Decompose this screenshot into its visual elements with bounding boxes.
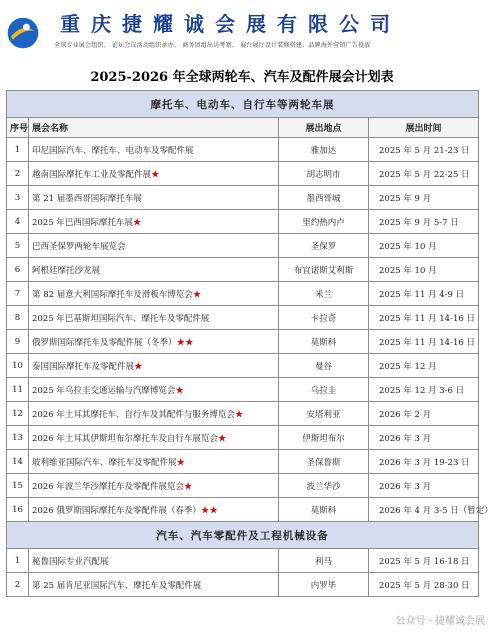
exhibition-location: 波兰华沙: [279, 474, 369, 498]
exhibition-name-cell: [29, 282, 279, 306]
exhibition-name: 泰国国际摩托车及零配件展: [32, 361, 135, 372]
exhibition-name: 越南国际摩托车工业及零配件展: [32, 169, 152, 180]
section-heading: 汽车、汽车零配件及工程机械设备: [7, 522, 479, 549]
exhibition-name-cell: [29, 450, 279, 474]
row-number: 8: [7, 306, 29, 330]
exhibition-name-cell: [29, 498, 279, 522]
table-row: [7, 549, 479, 573]
col-name-header: 展会名称: [29, 118, 279, 138]
exhibition-location: 内罗毕: [279, 573, 369, 597]
exhibition-name: 巴西圣保罗两轮车展览会: [32, 241, 126, 252]
company-header: [0, 0, 484, 58]
table-row: [7, 498, 479, 522]
exhibition-table: [6, 90, 493, 597]
row-number: 3: [7, 186, 29, 210]
exhibition-location: 里约热内卢: [279, 210, 369, 234]
exhibition-time: 2025 年 11 月 4-9 日: [369, 282, 479, 306]
row-number: 11: [7, 378, 29, 402]
exhibition-name: 2025 年乌拉圭交通运输与汽摩博览会: [32, 385, 176, 396]
watermark: 公众号 · 捷耀诚会展: [395, 616, 485, 627]
table-row: [7, 354, 479, 378]
star-rating-icon: ★: [176, 457, 186, 468]
exhibition-name-cell: [29, 402, 279, 426]
exhibition-name-cell: [29, 426, 279, 450]
exhibition-time: 2025 年 5 月 28-30 日: [369, 573, 479, 597]
exhibition-name-cell: [29, 138, 279, 162]
table-row: [7, 306, 479, 330]
exhibition-time: 2025 年 9 月 5-7 日: [369, 210, 479, 234]
exhibition-time: 2026 年 4 月 3-5 日（暂定）: [369, 498, 479, 522]
exhibition-time: 2025 年 10 月: [369, 258, 479, 282]
exhibition-location: 墨西哥城: [279, 186, 369, 210]
section-heading-row: [7, 91, 479, 118]
exhibition-location: 莫斯科: [279, 498, 369, 522]
exhibition-name-cell: [29, 378, 279, 402]
star-rating-icon: ★: [217, 433, 227, 444]
col-location-header: 展出地点: [279, 118, 369, 138]
exhibition-time: 2025 年 5 月 22-25 日: [369, 162, 479, 186]
column-header-row: [7, 118, 479, 138]
exhibition-time: 2026 年 2 月: [369, 402, 479, 426]
exhibition-location: 米兰: [279, 282, 369, 306]
table-row: [7, 378, 479, 402]
row-number: 13: [7, 426, 29, 450]
exhibition-time: 2025 年 12 月 3-6 日: [369, 378, 479, 402]
exhibition-name: 2025 年巴基斯坦国际汽车、摩托车及零配件展: [32, 313, 210, 324]
star-rating-icon: ★: [175, 385, 184, 396]
page-title: 2025-2026 年全球两轮车、汽车及配件展会计划表: [90, 70, 394, 85]
exhibition-name-cell: [29, 258, 279, 282]
exhibition-name: 俄罗斯国际摩托车及零配件展（冬季）: [32, 337, 177, 348]
row-number: 10: [7, 354, 29, 378]
exhibition-name-cell: [29, 210, 279, 234]
exhibition-location: 卡拉奇: [279, 306, 369, 330]
row-number: 7: [7, 282, 29, 306]
section-heading-row: [7, 522, 479, 549]
star-rating-icon: ★★: [200, 505, 218, 516]
exhibition-name: 2026 年波兰华沙摩托车及零配件展览会: [32, 481, 184, 492]
exhibition-location: 利马: [279, 549, 369, 573]
row-number: 2: [7, 573, 29, 597]
table-row: [7, 402, 479, 426]
star-rating-icon: ★: [234, 409, 244, 420]
exhibition-time: 2025 年 10 月: [369, 234, 479, 258]
row-number: 6: [7, 258, 29, 282]
row-number: 1: [7, 138, 29, 162]
exhibition-name: 秘鲁国际专业汽配展: [32, 556, 109, 567]
exhibition-name-cell: [29, 549, 279, 573]
exhibition-location: 圣保罗: [279, 234, 369, 258]
row-number: 14: [7, 450, 29, 474]
exhibition-name: 2026 年土耳其摩托车、自行车及其配件与服务博览会: [32, 409, 235, 420]
table-row: [7, 573, 479, 597]
row-number: 9: [7, 330, 29, 354]
company-logo-icon: [6, 16, 40, 50]
exhibition-name: 印尼国际汽车、摩托车、电动车及零配件展: [32, 145, 194, 156]
company-name: 重庆捷耀诚会展有限公司: [60, 12, 401, 36]
exhibition-name: 第 21 届墨西哥国际摩托车展: [32, 193, 142, 204]
exhibition-time: 2025 年 12 月: [369, 354, 479, 378]
exhibition-location: 安塔利亚: [279, 402, 369, 426]
exhibition-location: 雅加达: [279, 138, 369, 162]
exhibition-name: 2025 年巴西国际摩托车展: [32, 217, 133, 228]
row-number: 12: [7, 402, 29, 426]
exhibition-time: 2026 年 3 月: [369, 474, 479, 498]
exhibition-name: 第 82 届意大利国际摩托车及滑板车博览会: [32, 289, 193, 300]
star-rating-icon: ★: [183, 481, 193, 492]
col-no-header: 序号: [7, 118, 29, 138]
exhibition-time: 2025 年 5 月 21-23 日: [369, 138, 479, 162]
exhibition-name-cell: [29, 354, 279, 378]
table-row: [7, 330, 479, 354]
exhibition-name: 玻利维亚国际汽车、摩托车及零配件展: [32, 457, 177, 468]
table-row: [7, 258, 479, 282]
exhibition-name: 第 25 届肯尼亚国际汽车、摩托车及零配件展: [32, 580, 202, 591]
row-number: 5: [7, 234, 29, 258]
table-row: [7, 282, 479, 306]
exhibition-time: 2025 年 9 月: [369, 186, 479, 210]
exhibition-name-cell: [29, 306, 279, 330]
row-number: 16: [7, 498, 29, 522]
table-row: [7, 138, 479, 162]
table-row: [7, 450, 479, 474]
table-row: [7, 474, 479, 498]
exhibition-location: 莫斯科: [279, 330, 369, 354]
table-row: [7, 162, 479, 186]
exhibition-time: 2025 年 11 月 14-16 日: [369, 330, 479, 354]
exhibition-location: 布宜诺斯艾利斯: [279, 258, 369, 282]
table-row: [7, 186, 479, 210]
row-number: 2: [7, 162, 29, 186]
col-time-header: 展出时间: [369, 118, 479, 138]
exhibition-name-cell: [29, 234, 279, 258]
exhibition-location: 伊斯坦布尔: [279, 426, 369, 450]
star-rating-icon: ★: [134, 361, 143, 372]
row-number: 4: [7, 210, 29, 234]
company-services: 全球专业展会组织、 论坛会议活动组织承办、 商务团组出访考察、 展台展厅设计装修搭建、品牌海外营销广告投放: [54, 42, 371, 49]
star-rating-icon: ★: [192, 289, 202, 300]
exhibition-name-cell: [29, 573, 279, 597]
star-rating-icon: ★: [132, 217, 142, 228]
exhibition-time: 2025 年 5 月 16-18 日: [369, 549, 479, 573]
row-number: 15: [7, 474, 29, 498]
exhibition-location: 圣保鲁斯: [279, 450, 369, 474]
exhibition-location: 曼谷: [279, 354, 369, 378]
exhibition-time: 2026 年 3 月 19-23 日: [369, 450, 479, 474]
exhibition-name-cell: [29, 186, 279, 210]
table-row: [7, 210, 479, 234]
exhibition-name-cell: [29, 162, 279, 186]
exhibition-time: 2026 年 3 月: [369, 426, 479, 450]
exhibition-name-cell: [29, 330, 279, 354]
exhibition-location: 胡志明市: [279, 162, 369, 186]
section-heading: 摩托车、电动车、自行车等两轮车展: [7, 91, 479, 118]
exhibition-time: 2025 年 11 月 14-16 日: [369, 306, 479, 330]
exhibition-name-cell: [29, 474, 279, 498]
exhibition-location: 乌拉圭: [279, 378, 369, 402]
exhibition-name: 阿根廷摩托沙龙展: [32, 265, 101, 276]
exhibition-name: 2026 俄罗斯国际摩托车及零配件展（春季）: [32, 505, 201, 516]
star-rating-icon: ★★: [176, 337, 194, 348]
exhibition-name: 2026 年土耳其伊斯坦布尔摩托车及自行车展览会: [32, 433, 218, 444]
table-row: [7, 426, 479, 450]
row-number: 1: [7, 549, 29, 573]
star-rating-icon: ★: [151, 169, 160, 180]
table-row: [7, 234, 479, 258]
